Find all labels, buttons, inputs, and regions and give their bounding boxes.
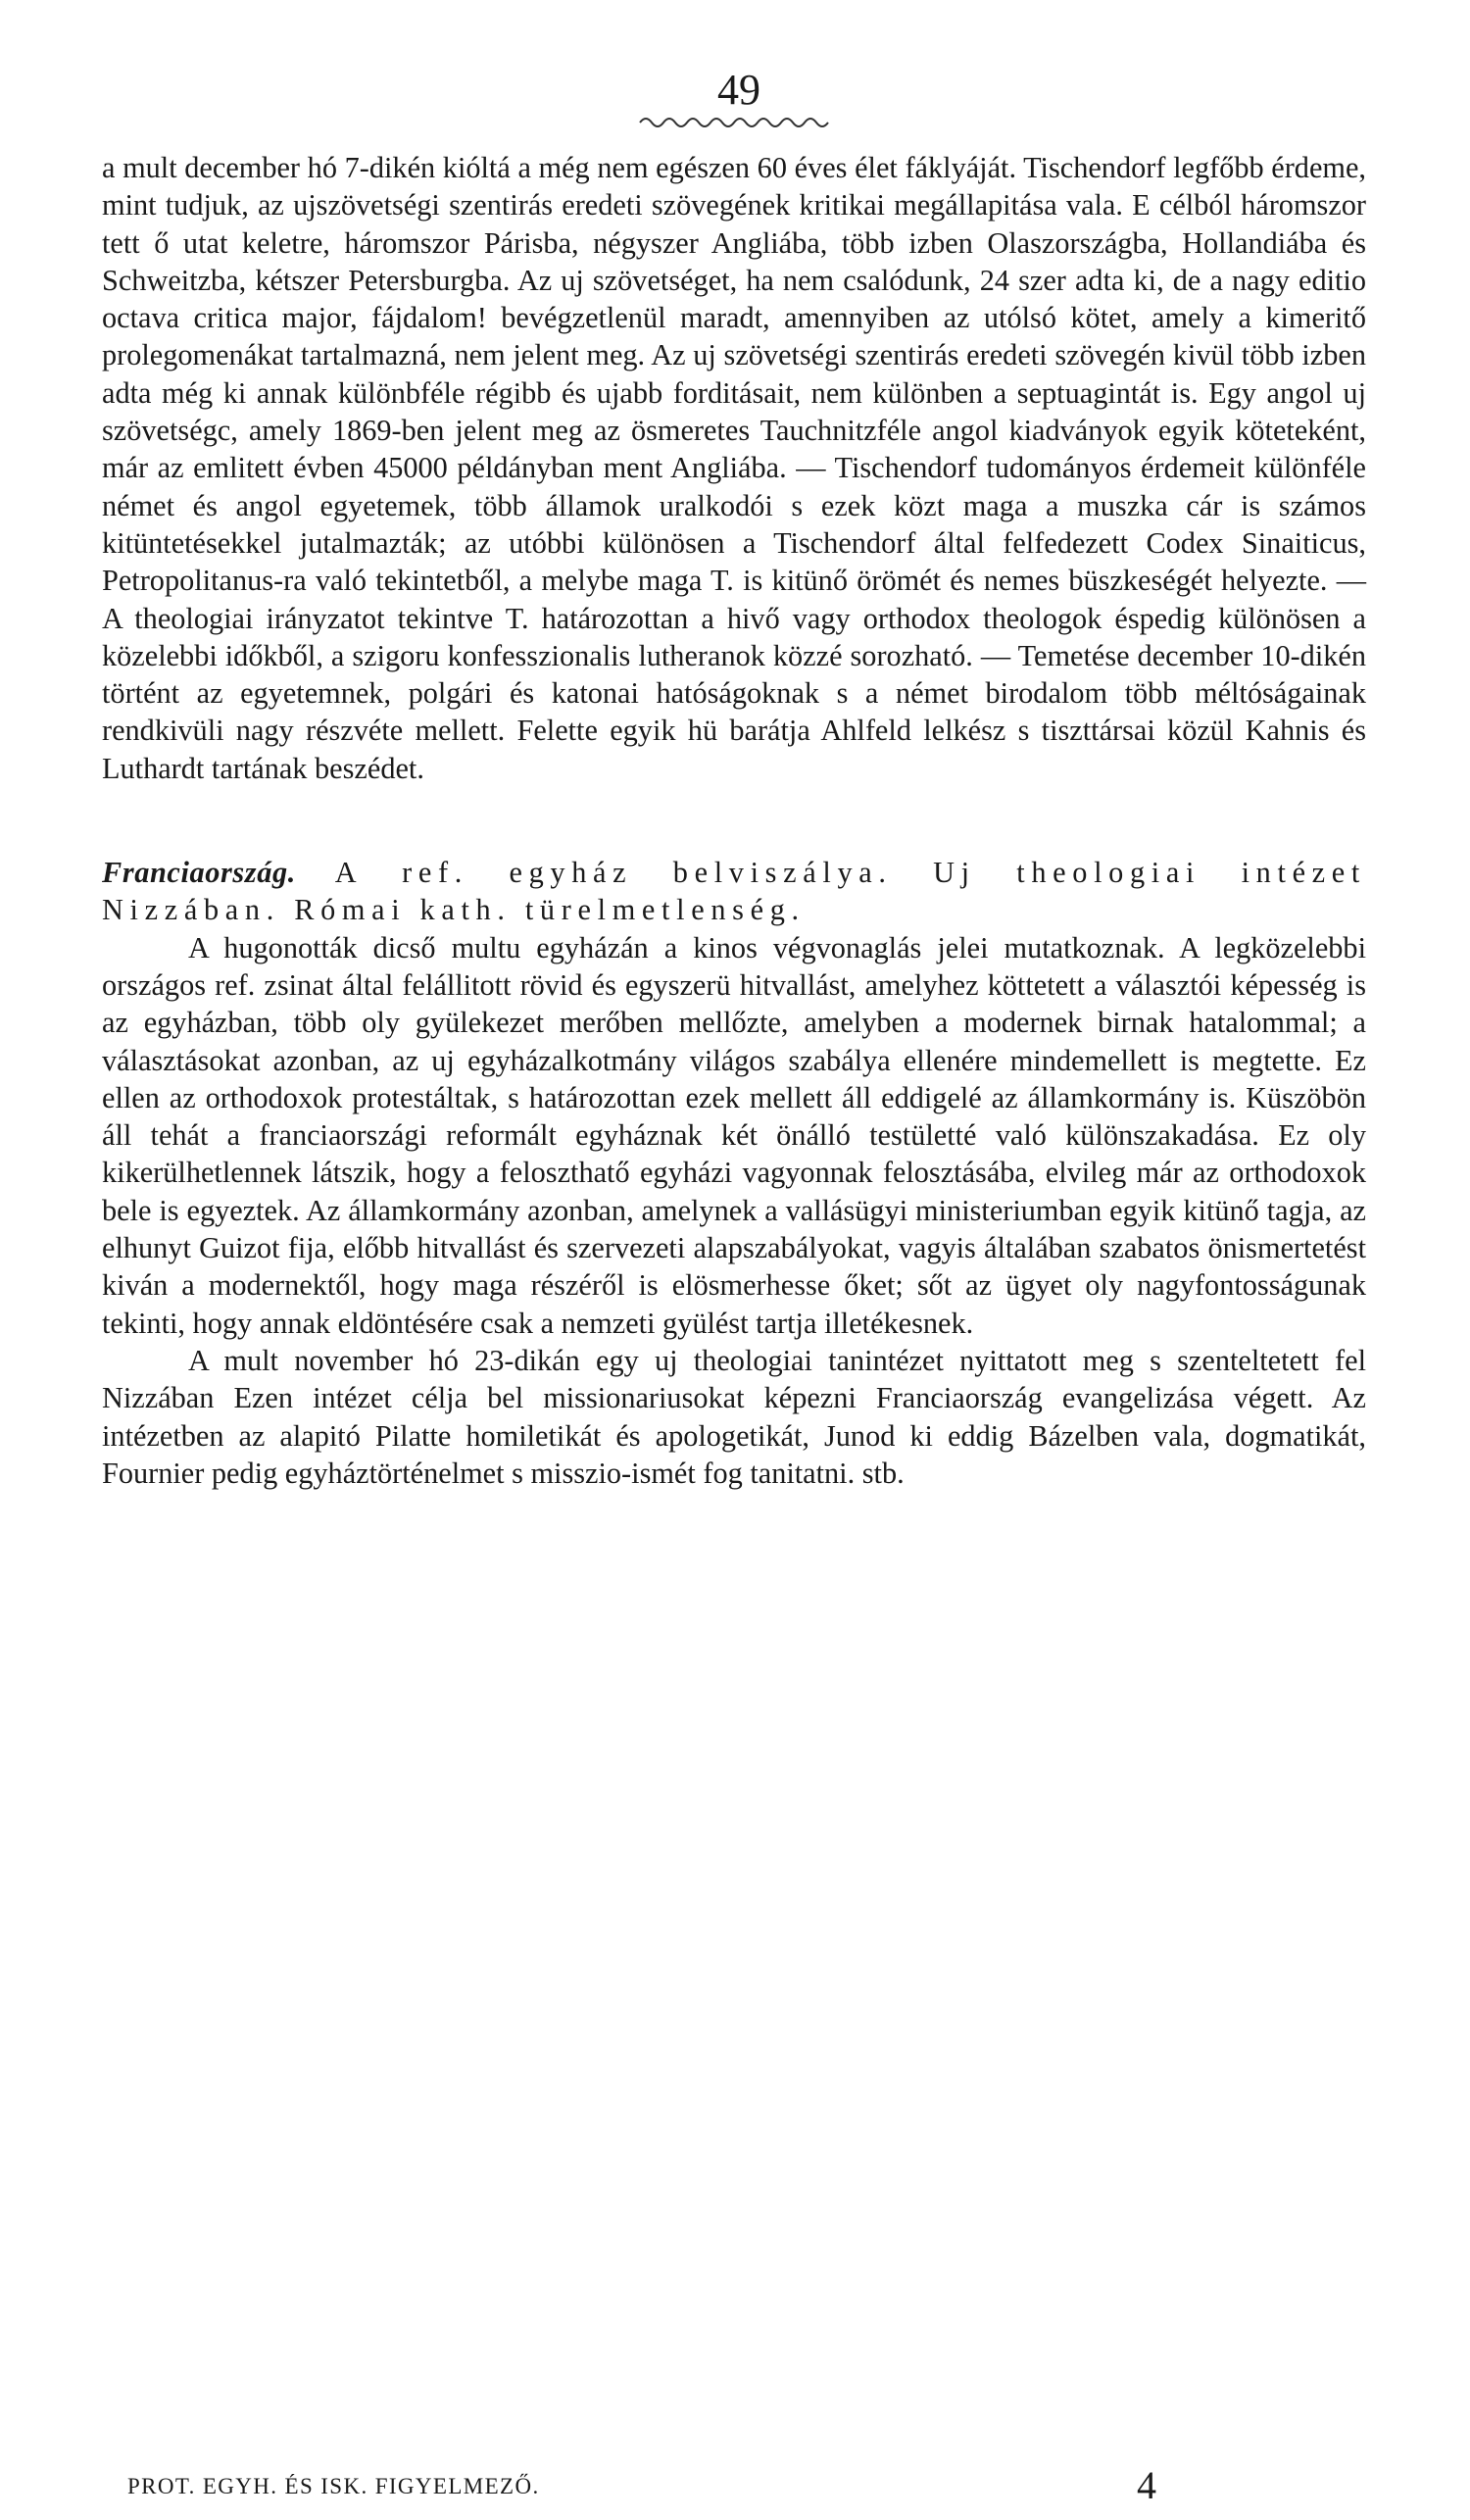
paragraph-tischendorf: a mult december hó 7-dikén kióltá a még nem egészen 60 éves élet fáklyáját. Tischendorf legfőbb érdeme, mint tudjuk, az ujszövetségi szentirás eredeti szövegének kritikai megállapitása vala. E célból háromszor tett ő utat keletre, háromszor Párisba, négyszer Angliába, több izben Olaszországba, Hollandiába és Schweitzba, kétszer Petersburgba. Az uj szövetséget, ha nem csalódunk, 24 szer adta ki, de a nagy editio octava critica major, fájdalom! bevégzetlenül maradt, amennyiben az utólsó kötet, amely a kimeritő prolegomenákat tartalmazná, nem jelent meg. Az uj szövetségi szentirás eredeti szövegén kivül több izben adta még ki annak különbféle régibb és ujabb forditásait, nem különben a septuagintát is. Egy angol uj szövetségc, amely 1869-ben jelent meg az ösmeretes Tauchnitzféle angol kiadványok egyik köteteként, már az emlitett évben 45000 példányban ment Angliába. — Tischendorf tudományos érdemeit különféle német és angol egyetemek, több államok uralkodói s ezek közt maga a muszka cár is számos kitüntetésekkel jutalmazták; az utóbbi különösen a Tischendorf által felfedezett Codex Sinaiticus, Petropolitanus-ra való tekintetből, a melybe maga T. is kitünő örömét és nemes büszkeségét helyezte. — A theologiai irányzatot tekintve T. határozottan a hivő vagy orthodox theologok éspedig különösen a közelebbi időkből, a szigoru konfesszionalis lutheranok közzé sorozható. — Temetése december 10-dikén történt az egyetemnek, polgári és katonai hatóságoknak s a német birodalom több méltóságainak rendkivüli nagy részvéte mellett. Felette egyik hü barátja Ahlfeld lelkész s tiszttársai közül Kahnis és Luthardt tartának beszédet. xyxy=(102,151,1366,785)
paragraph-nizza-institute: A mult november hó 23-dikán egy uj theologiai tanintézet nyittatott meg s szenteltetett fel Nizzában Ezen intézet célja bel missionariusokat képezni Franciaország evangelizása végett. Az intézetben az alapitó Pilatte homiletikát és apologetikát, Junod ki eddig Bázelben vala, dogmatikát, Fournier pedig egyháztörténelmet s misszio-ismét fog tanitatni. stb. xyxy=(102,1343,1366,1490)
section-heading xyxy=(102,854,1366,929)
page-content xyxy=(102,66,1366,1492)
paragraph-hugonots: A hugonották dicső multu egyházán a kinos végvonaglás jelei mutatkoznak. A legközelebbi országos ref. zsinat által felállitott rövid és egyszerü hitvallást, amelyhez köttetett a választói képesség is az egyházban, több oly gyülekezet merőben mellőzte, amelyben a modernek birnak hatalommal; a választásokat azonban, az uj egyházalkotmány világos szabálya ellenére mindemellett is megtette. Ez ellen az orthodoxok protestáltak, s határozottan ezek mellett áll eddigelé az államkormány is. Küszöbön áll tehát a franciaországi reformált egyháznak két önálló testületté való különszakadása. Ez oly kikerülhetlennek látszik, hogy a feloszthatő egyházi vagyonnak felosztásába, elvileg már az orthodoxok bele is egyeztek. Az államkormány azonban, amelynek a vallásügyi ministeriumban egyik kitünő tagja, az elhunyt Guizot fija, előbb hitvallást és szervezeti alapszabályokat, vagyis általában szabatos önismertetést kiván a modernektől, hogy maga részéről is elösmerhesse őket; sőt az ügyet oly nagyfontosságunak tekinti, hogy annak eldöntésére csak a nemzeti gyülést tartja illetékesnek. xyxy=(102,930,1366,1340)
section-gap xyxy=(102,787,1366,854)
section-topics: A ref. egyház belviszálya. Uj theologiai intézet Nizzában. Római kath. türelmetlenség. xyxy=(102,856,1366,927)
page-number: 49 xyxy=(717,66,760,114)
article-body xyxy=(102,149,1366,1492)
page-footer xyxy=(127,2462,1333,2511)
section-country-title: Franciaország. xyxy=(102,856,296,890)
wavy-ornament-icon xyxy=(636,114,832,131)
printer-signature-mark: 4 xyxy=(1137,2463,1156,2507)
journal-signature-line: PROT. EGYH. ÉS ISK. FIGYELMEZŐ. xyxy=(127,2474,540,2498)
